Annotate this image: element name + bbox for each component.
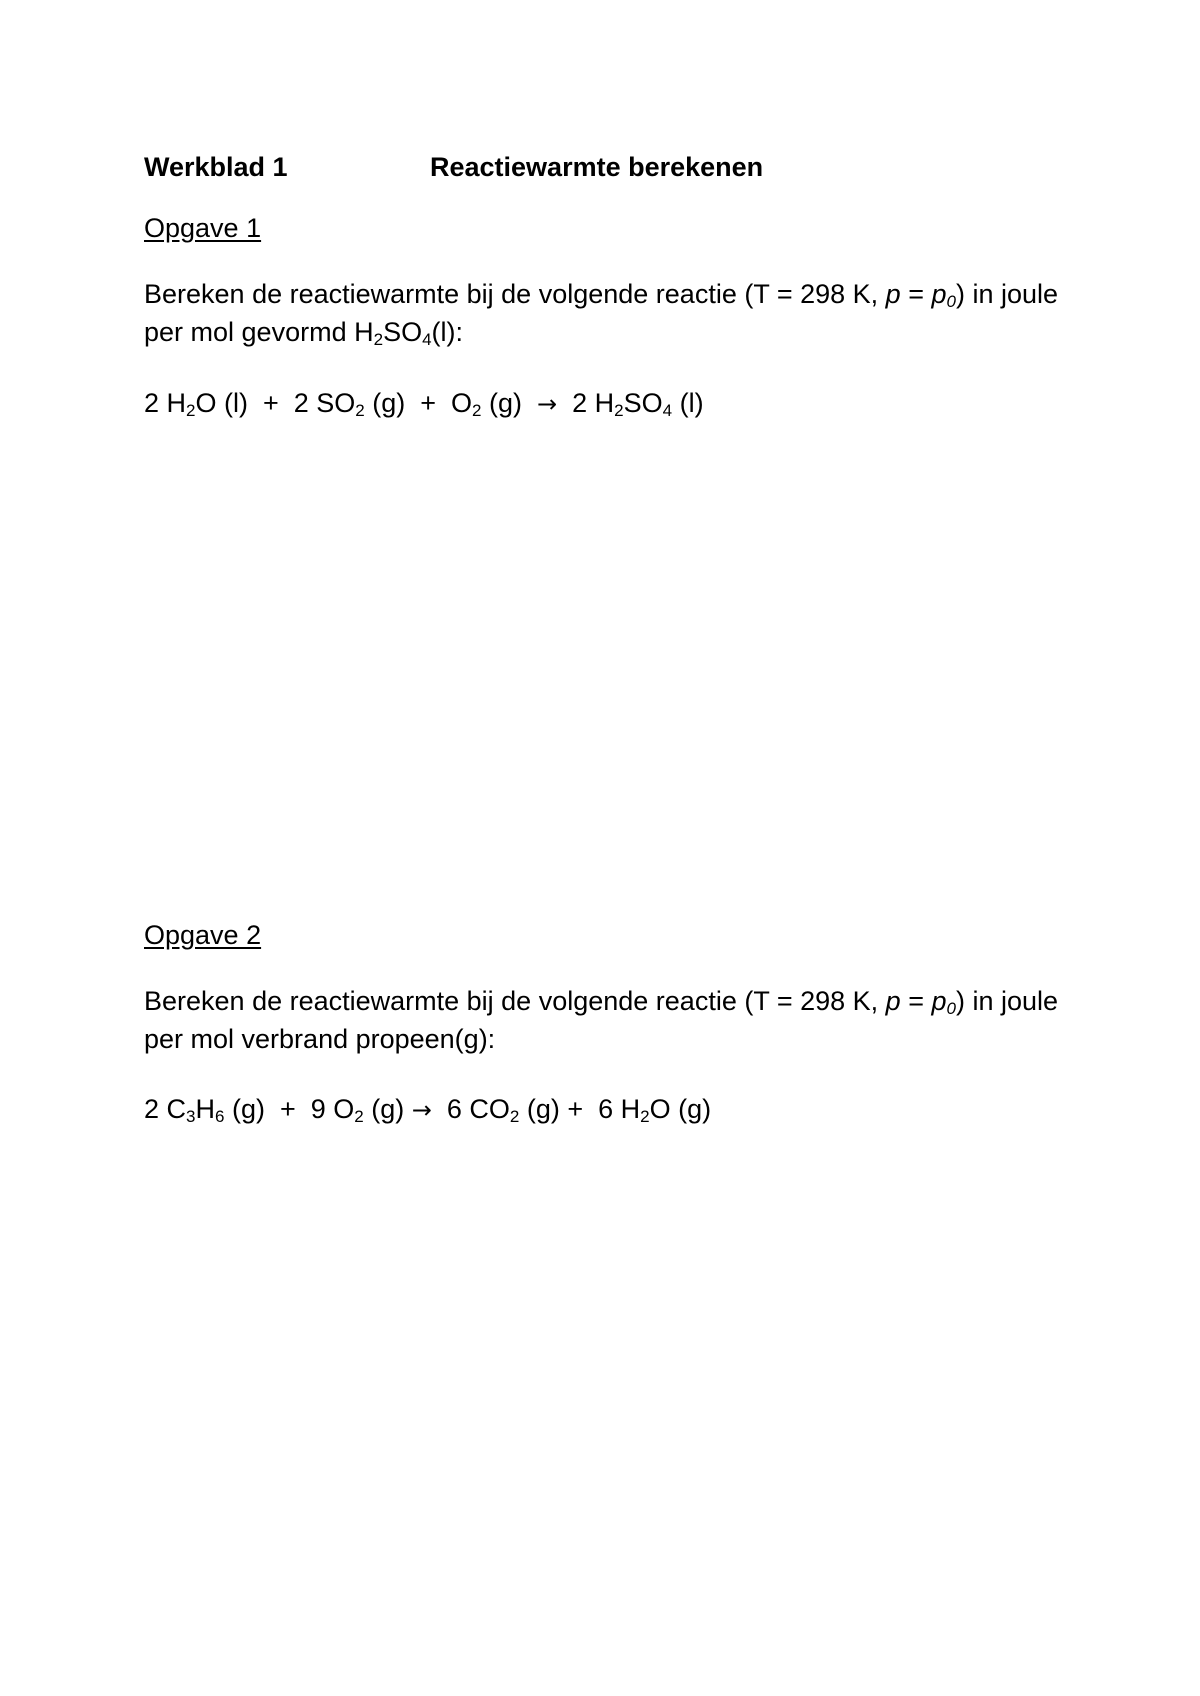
worksheet-label: Werkblad 1 — [144, 152, 288, 182]
opgave-1-question — [144, 275, 1104, 351]
opgave-2-question-line-2: per mol verbrand propeen(g): — [144, 1024, 496, 1054]
worksheet-title: Reactiewarmte berekenen — [430, 152, 764, 182]
opgave-2-heading: Opgave 2 — [144, 920, 262, 950]
opgave-2-question-line-1: Bereken de reactiewarmte bij de volgende reactie (T = 298 K, $p = p_0$) in joule — [144, 986, 1059, 1018]
opgave-2-equation: 2 $C_3H_6$ (g) + 9 $O_2$ (g) → 6 $CO_2$ (g) + 6 $H_2O$ (g) — [144, 1094, 712, 1126]
opgave-1-heading: Opgave 1 — [144, 213, 262, 243]
opgave-1-equation: 2 $H_2O$ (l) + 2 $SO_2$ $(g) + O_2$ (g) → 2 $H_2SO_4$ (l) — [144, 388, 704, 420]
opgave-1-question-line-2: per mol gevormd $H_2SO_4(l)$: — [144, 317, 464, 349]
opgave-2-question — [144, 982, 1104, 1058]
opgave-1-question-line-1: Bereken de reactiewarmte bij de volgende reactie (T = 298 K, $p = p_0$) in joule — [144, 279, 1059, 311]
